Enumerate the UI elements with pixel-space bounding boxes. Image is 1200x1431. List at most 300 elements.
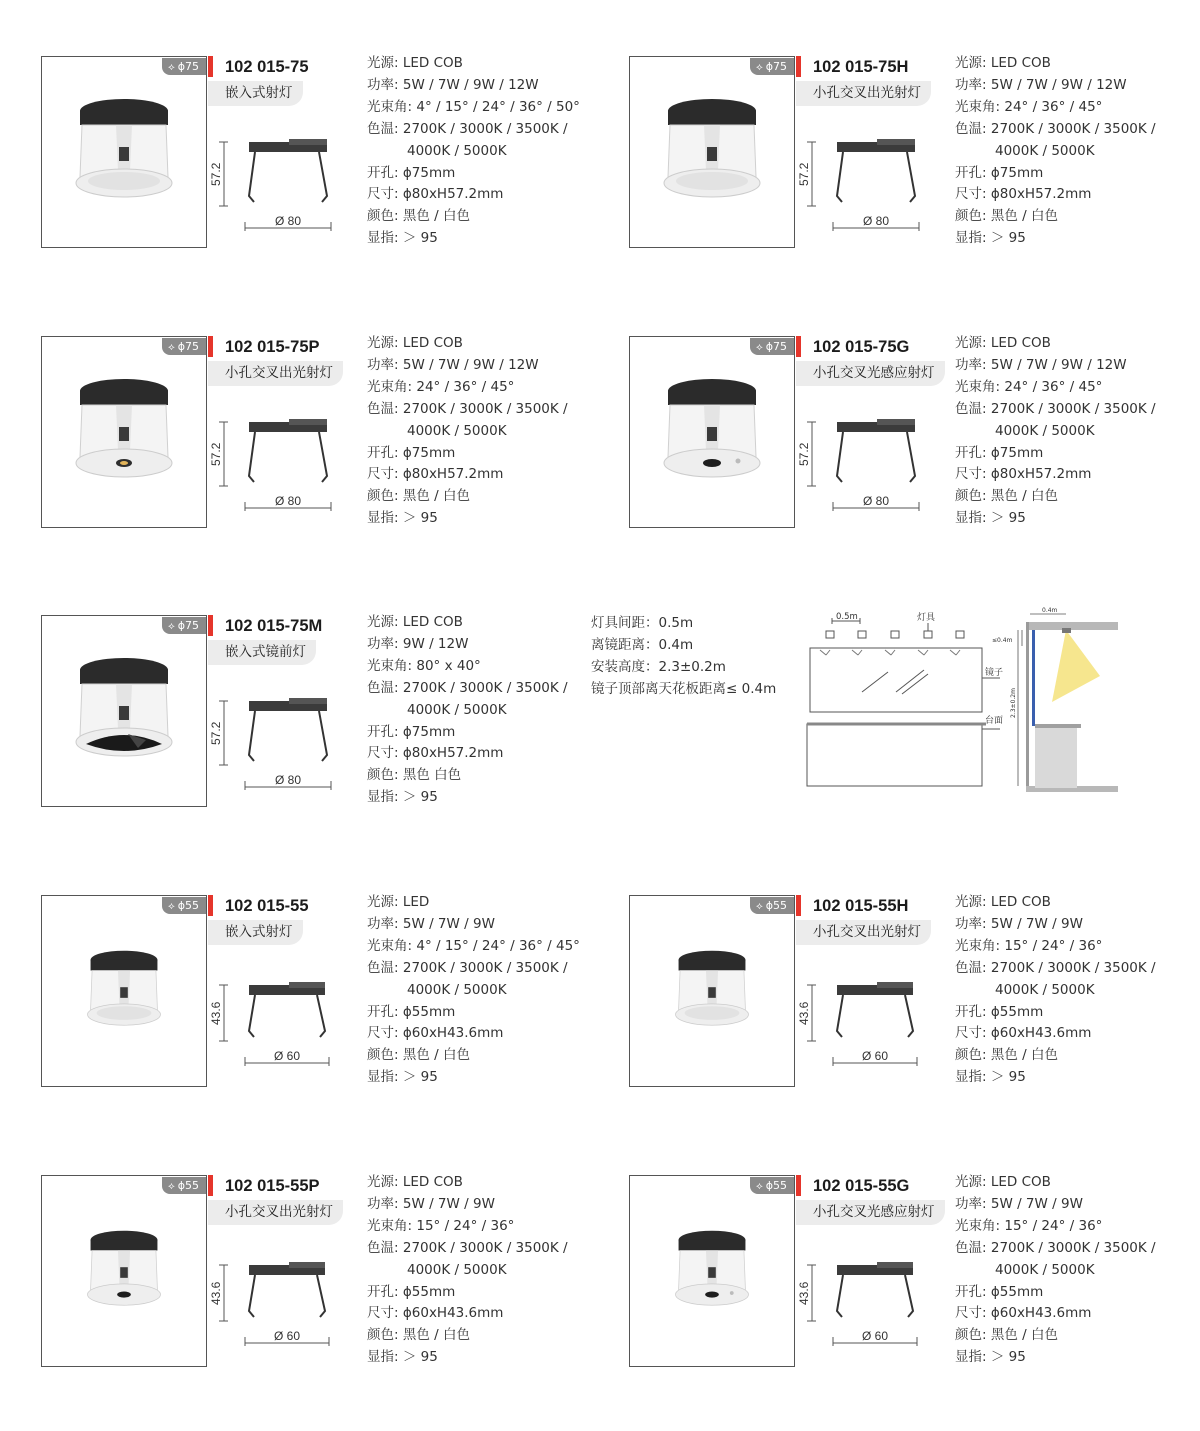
- spec-label: 光束角:: [955, 1217, 1001, 1234]
- lamp-render: [42, 337, 206, 527]
- gap-label: ≤0.4m: [992, 637, 1013, 644]
- spec-value: ＞ 95: [402, 1349, 438, 1366]
- flange-fins: [289, 982, 325, 988]
- spec-label: 显指:: [955, 1349, 987, 1366]
- spec-label: 开孔:: [367, 1003, 399, 1020]
- spec-label: 尺寸:: [367, 466, 399, 483]
- spec-label: 颜色:: [367, 488, 399, 505]
- spec-label: 显指:: [367, 1069, 399, 1086]
- lamp-ring-band: [679, 960, 746, 971]
- spec-label: 尺寸:: [955, 1025, 987, 1042]
- spec-color: [367, 1045, 580, 1067]
- spec-label: 颜色:: [367, 1047, 399, 1064]
- spec-size: [367, 184, 580, 206]
- accent-marker: [208, 1175, 213, 1196]
- lamp-clip-window: [707, 427, 717, 441]
- spec-list: [955, 1172, 1156, 1369]
- spec-cct: [955, 1238, 1156, 1260]
- spec-value: 4000K / 5000K: [995, 1261, 1095, 1278]
- beam-lines: [820, 650, 960, 655]
- spec-value: 5W / 7W / 9W / 12W: [402, 356, 539, 373]
- spec-color: [367, 765, 568, 787]
- spec-label: 色温:: [367, 679, 399, 696]
- diameter-dimension-label: Ø 80: [274, 494, 302, 508]
- mirror-reflection: [862, 672, 888, 692]
- spec-value: ϕ60xH43.6mm: [990, 1305, 1092, 1322]
- spec-label: 功率:: [955, 1195, 987, 1212]
- spec-color: [367, 1325, 568, 1347]
- spec-label: 开孔:: [367, 1283, 399, 1300]
- cutout-size-icon: ⟡: [168, 901, 175, 912]
- spec-label: 颜色:: [955, 208, 987, 225]
- model-number: 102 015-75M: [225, 617, 323, 635]
- spec-power: [955, 355, 1156, 377]
- spec-label: 功率:: [367, 915, 399, 932]
- flange-fins: [877, 139, 915, 145]
- spec-value: 黑色 / 白色: [402, 488, 470, 505]
- spec-label: 尺寸:: [367, 1025, 399, 1042]
- accent-marker: [796, 895, 801, 916]
- lamp-led-glow: [120, 461, 128, 465]
- lamp-render: [630, 1176, 794, 1366]
- spec-beam: [367, 656, 568, 678]
- spec-value: ＞ 95: [402, 230, 438, 247]
- spec-cri: [367, 787, 568, 809]
- spec-value: 2700K / 3000K / 3500K /: [402, 120, 568, 137]
- lamp-ring-band: [668, 391, 756, 405]
- product-photo-frame: [41, 1175, 207, 1367]
- spec-cri: [367, 508, 568, 530]
- spec-label: 开孔:: [955, 164, 987, 181]
- spec-source: [955, 53, 1156, 75]
- lamp-clip-window: [120, 1267, 128, 1278]
- spec-value: ϕ75mm: [990, 164, 1044, 181]
- spec-cct-continued: [955, 421, 1156, 443]
- spec-value: 4000K / 5000K: [995, 142, 1095, 159]
- lamp-ring-band: [679, 1240, 746, 1251]
- lamp-clip-window: [119, 706, 129, 720]
- spec-power: [367, 914, 580, 936]
- offset-label: 0.4m: [1042, 607, 1058, 614]
- spec-power: [955, 914, 1156, 936]
- spec-beam: [367, 1216, 568, 1238]
- spec-value: 4000K / 5000K: [407, 422, 507, 439]
- lamp-render: [42, 896, 206, 1086]
- lamp-body: [76, 99, 172, 197]
- spring-right: [905, 1275, 913, 1317]
- accent-marker: [208, 336, 213, 357]
- spec-beam: [955, 1216, 1156, 1238]
- spec-label: 显指:: [367, 789, 399, 806]
- vanity-cabinet: [1035, 728, 1077, 788]
- spec-label: 颜色:: [955, 488, 987, 505]
- spec-size: [955, 464, 1156, 486]
- spec-label: 开孔:: [367, 444, 399, 461]
- spec-value: 4° / 15° / 24° / 36° / 45°: [416, 937, 580, 954]
- diameter-dimension-label: Ø 80: [862, 494, 890, 508]
- spec-value: LED COB: [990, 1174, 1051, 1190]
- cutout-badge: [162, 617, 206, 634]
- spec-value: ϕ75mm: [402, 723, 456, 740]
- flange-fins: [877, 982, 913, 988]
- spec-label: 色温:: [955, 959, 987, 976]
- ceiling: [1026, 622, 1118, 630]
- spec-value: ϕ55mm: [402, 1003, 456, 1020]
- spec-cri: [367, 228, 580, 250]
- height-dimension-label: 57.2: [797, 162, 811, 186]
- cutout-size-icon: ⟡: [756, 62, 763, 73]
- spec-cutout: [955, 1282, 1156, 1304]
- spec-size: [955, 184, 1156, 206]
- spec-label: 尺寸:: [955, 186, 987, 203]
- spec-value: LED: [402, 894, 430, 910]
- spec-label: 显指:: [955, 1069, 987, 1086]
- spec-label: 光束角:: [367, 378, 413, 395]
- cutout-size-icon: ⟡: [168, 62, 175, 73]
- spec-label: 尺寸:: [955, 466, 987, 483]
- lamp-body: [88, 1231, 161, 1305]
- spec-color: [955, 1045, 1156, 1067]
- lamp-render: [630, 337, 794, 527]
- spec-value: 5W / 7W / 9W: [990, 1195, 1083, 1212]
- lamp-clip-window: [708, 1267, 716, 1278]
- spec-label: 光源:: [367, 55, 399, 71]
- lamp-body: [88, 951, 161, 1025]
- diameter-dimension-label: Ø 60: [273, 1049, 301, 1063]
- spec-label: 颜色:: [367, 208, 399, 225]
- spec-value: ϕ60xH43.6mm: [990, 1025, 1092, 1042]
- height-dimension-label: 43.6: [209, 1281, 223, 1305]
- flange-fins: [289, 1262, 325, 1268]
- dimension-drawing: [209, 420, 366, 520]
- spec-size: [367, 1303, 568, 1325]
- flange-fins: [289, 139, 327, 145]
- spec-value: 4° / 15° / 24° / 36° / 50°: [416, 98, 580, 115]
- spring-right: [317, 1275, 325, 1317]
- spec-value: 2700K / 3000K / 3500K /: [990, 400, 1156, 417]
- dimension-drawing: [797, 1259, 954, 1359]
- product-photo-frame: [629, 56, 795, 248]
- spec-label: 显指:: [367, 510, 399, 527]
- spec-list: [367, 53, 580, 250]
- spec-label: 光束角:: [955, 378, 1001, 395]
- cutout-size-icon: ⟡: [168, 621, 175, 632]
- lamp-render: [630, 57, 794, 247]
- counter-block: [807, 724, 982, 786]
- cutout-badge: [750, 897, 794, 914]
- spec-value: ϕ80xH57.2mm: [990, 186, 1092, 203]
- cutout-badge-label: ϕ55: [177, 1179, 199, 1192]
- cutout-badge: [162, 1177, 206, 1194]
- spec-label: 开孔:: [367, 164, 399, 181]
- product-card-2: [41, 336, 601, 536]
- spec-cct: [955, 119, 1156, 141]
- cutout-size-icon: ⟡: [168, 1181, 175, 1192]
- spec-power: [955, 75, 1156, 97]
- height-dimension-label: 57.2: [209, 162, 223, 186]
- spec-value: 2700K / 3000K / 3500K /: [990, 1239, 1156, 1256]
- fixture-mark: [826, 631, 834, 638]
- fixture-mark: [956, 631, 964, 638]
- spec-label: 尺寸:: [367, 745, 399, 762]
- spec-label: 光源:: [955, 335, 987, 351]
- fixture-mark: [924, 631, 932, 638]
- cutout-size-icon: ⟡: [756, 1181, 763, 1192]
- spec-size: [955, 1023, 1156, 1045]
- product-photo-frame: [629, 895, 795, 1087]
- spec-cct-continued: [367, 421, 568, 443]
- spec-source: [367, 53, 580, 75]
- spec-value: LED COB: [402, 1174, 463, 1190]
- front-view: [807, 618, 1000, 786]
- spec-value: ϕ55mm: [990, 1283, 1044, 1300]
- diameter-dimension-label: Ø 60: [861, 1329, 889, 1343]
- model-number: 102 015-75: [225, 58, 309, 76]
- spec-value: 黑色 / 白色: [990, 488, 1058, 505]
- spec-value: 15° / 24° / 36°: [1004, 937, 1103, 954]
- spec-color: [955, 206, 1156, 228]
- spec-source: [367, 612, 568, 634]
- product-subtitle: 嵌入式镜前灯: [208, 640, 316, 665]
- spec-value: 24° / 36° / 45°: [416, 378, 515, 395]
- spec-cct: [367, 678, 568, 700]
- mirror-label: 镜子: [985, 668, 1004, 678]
- spec-value: 2700K / 3000K / 3500K /: [990, 959, 1156, 976]
- product-subtitle: 小孔交叉出光射灯: [208, 361, 343, 386]
- spec-label: 尺寸:: [955, 1305, 987, 1322]
- spec-value: LED COB: [990, 894, 1051, 910]
- product-subtitle: 小孔交叉光感应射灯: [796, 361, 945, 386]
- spec-label: 光源:: [367, 614, 399, 630]
- spec-value: 24° / 36° / 45°: [1004, 378, 1103, 395]
- spec-label: 尺寸:: [367, 1305, 399, 1322]
- spec-value: 80° x 40°: [416, 657, 481, 674]
- dimension-drawing: [209, 1259, 366, 1359]
- spring-left: [249, 432, 255, 482]
- spec-label: 光束角:: [367, 1217, 413, 1234]
- side-view: [1018, 614, 1118, 792]
- spec-value: ϕ75mm: [402, 444, 456, 461]
- spec-value: 24° / 36° / 45°: [1004, 98, 1103, 115]
- wall: [1026, 622, 1029, 792]
- spec-list: [367, 612, 568, 809]
- spec-value: ＞ 95: [990, 510, 1026, 527]
- product-subtitle: 嵌入式射灯: [208, 920, 303, 945]
- spec-value: 黑色 / 白色: [990, 1327, 1058, 1344]
- model-number: 102 015-75G: [813, 338, 910, 356]
- spec-value: ϕ55mm: [402, 1283, 456, 1300]
- spec-cct: [367, 1238, 568, 1260]
- spec-value: 15° / 24° / 36°: [1004, 1217, 1103, 1234]
- spring-right: [319, 432, 327, 482]
- dimension-drawing: [797, 140, 954, 240]
- note-mirror-distance: 离镜距离：0.4m: [591, 637, 694, 653]
- spec-value: 2700K / 3000K / 3500K /: [990, 120, 1156, 137]
- spec-value: 黑色 / 白色: [990, 1047, 1058, 1064]
- spec-label: 色温:: [955, 1239, 987, 1256]
- spec-value: LED COB: [402, 55, 463, 71]
- diameter-dimension-label: Ø 60: [273, 1329, 301, 1343]
- lamp-bezel-inner: [685, 1006, 740, 1020]
- spec-cri: [367, 1067, 580, 1089]
- lamp-body: [676, 951, 749, 1025]
- lamp-bezel-inner: [88, 172, 160, 190]
- spec-beam: [367, 936, 580, 958]
- spec-cct-continued: [367, 980, 580, 1002]
- cutout-badge: [162, 58, 206, 75]
- spacing-label: 0.5m: [836, 612, 858, 622]
- height-dimension-label: 57.2: [797, 442, 811, 466]
- spec-value: ＞ 95: [990, 1349, 1026, 1366]
- spring-left: [249, 711, 255, 761]
- spring-left: [837, 152, 843, 202]
- spec-value: ϕ80xH57.2mm: [990, 466, 1092, 483]
- product-card-4: [41, 615, 601, 815]
- dimension-drawing: [209, 979, 366, 1079]
- spec-label: 开孔:: [955, 1003, 987, 1020]
- product-photo-frame: [629, 1175, 795, 1367]
- spec-cutout: [367, 443, 568, 465]
- spec-source: [955, 892, 1156, 914]
- spec-label: 光源:: [367, 335, 399, 351]
- spec-value: ＞ 95: [402, 789, 438, 806]
- lamp-render: [630, 896, 794, 1086]
- mirror-panel: [810, 648, 982, 712]
- spec-value: ϕ60xH43.6mm: [402, 1305, 504, 1322]
- accent-marker: [208, 895, 213, 916]
- cutout-badge-label: ϕ75: [765, 340, 787, 353]
- note-spacing: 灯具间距：0.5m: [591, 615, 694, 631]
- spec-label: 显指:: [955, 230, 987, 247]
- spec-value: 5W / 7W / 9W / 12W: [402, 76, 539, 93]
- spec-label: 光源:: [367, 1174, 399, 1190]
- cutout-size-icon: ⟡: [756, 901, 763, 912]
- spring-right: [319, 711, 327, 761]
- spec-cri: [955, 508, 1156, 530]
- product-subtitle: 嵌入式射灯: [208, 81, 303, 106]
- height-dimension-label: 43.6: [797, 1281, 811, 1305]
- diameter-dimension-label: Ø 80: [862, 214, 890, 228]
- mirror-reflection: [896, 670, 924, 692]
- lamp-clip-window: [707, 147, 717, 161]
- spec-label: 功率:: [367, 1195, 399, 1212]
- lamp-render: [42, 57, 206, 247]
- cutout-badge: [750, 1177, 794, 1194]
- lamp-body: [76, 658, 172, 756]
- spec-value: 2700K / 3000K / 3500K /: [402, 400, 568, 417]
- product-card-1: [629, 56, 1189, 256]
- spec-beam: [955, 97, 1156, 119]
- spec-value: ＞ 95: [402, 510, 438, 527]
- spec-cutout: [367, 1282, 568, 1304]
- spec-value: 5W / 7W / 9W: [990, 915, 1083, 932]
- product-card-3: [629, 336, 1189, 536]
- note-install-height: 安装高度：2.3±0.2m: [591, 659, 726, 675]
- dimension-drawing: [209, 699, 366, 799]
- spring-right: [319, 152, 327, 202]
- spec-label: 功率:: [955, 76, 987, 93]
- model-number: 102 015-55H: [813, 897, 909, 915]
- spec-label: 光源:: [955, 1174, 987, 1190]
- dimension-drawing: [797, 979, 954, 1079]
- light-cone: [1052, 630, 1100, 702]
- product-card-0: [41, 56, 601, 256]
- spec-label: 光束角:: [367, 657, 413, 674]
- spec-list: [367, 1172, 568, 1369]
- product-card-5: [41, 895, 601, 1095]
- spec-beam: [367, 377, 568, 399]
- lamp-ring-band: [80, 391, 168, 405]
- product-subtitle: 小孔交叉出光射灯: [208, 1200, 343, 1225]
- spec-value: 5W / 7W / 9W / 12W: [990, 76, 1127, 93]
- spec-size: [367, 1023, 580, 1045]
- height-dimension-label: 43.6: [209, 1001, 223, 1025]
- spec-list: [367, 333, 568, 530]
- lamp-sensor: [730, 1291, 734, 1295]
- spec-power: [367, 1194, 568, 1216]
- spec-size: [955, 1303, 1156, 1325]
- lamp-ring-band: [80, 670, 168, 684]
- fixture-mark: [858, 631, 866, 638]
- spec-value: ϕ55mm: [990, 1003, 1044, 1020]
- spec-label: 显指:: [367, 230, 399, 247]
- spec-label: 功率:: [367, 76, 399, 93]
- cutout-badge-label: ϕ75: [177, 619, 199, 632]
- height-label: 2.3±0.2m: [1010, 688, 1017, 718]
- mirror-install-diagram: [804, 606, 1124, 796]
- cutout-size-icon: ⟡: [168, 342, 175, 353]
- diameter-dimension-label: Ø 80: [274, 214, 302, 228]
- lamp-body: [76, 379, 172, 477]
- spec-cct: [955, 958, 1156, 980]
- product-card-6: [629, 895, 1189, 1095]
- spec-label: 功率:: [367, 635, 399, 652]
- product-subtitle: 小孔交叉出光射灯: [796, 81, 931, 106]
- spec-cct-continued: [955, 1260, 1156, 1282]
- spec-color: [955, 486, 1156, 508]
- lamp-body: [664, 99, 760, 197]
- accent-marker: [796, 336, 801, 357]
- lamp-body: [676, 1231, 749, 1305]
- spec-label: 开孔:: [955, 1283, 987, 1300]
- spec-label: 光束角:: [367, 937, 413, 954]
- spec-value: 2700K / 3000K / 3500K /: [402, 679, 568, 696]
- spec-value: 黑色 / 白色: [990, 208, 1058, 225]
- lamp-bezel-inner: [676, 172, 748, 190]
- spec-cutout: [955, 163, 1156, 185]
- spec-cutout: [367, 1002, 580, 1024]
- lamp-body: [664, 379, 760, 477]
- spec-label: 功率:: [955, 356, 987, 373]
- lamp-clip-window: [119, 427, 129, 441]
- flange-fins: [289, 698, 327, 704]
- product-card-7: [41, 1175, 601, 1375]
- spec-value: ϕ75mm: [402, 164, 456, 181]
- spec-label: 光源:: [955, 894, 987, 910]
- height-dimension-label: 57.2: [209, 442, 223, 466]
- spec-value: 4000K / 5000K: [995, 422, 1095, 439]
- lamp-bezel-inner: [97, 1006, 152, 1020]
- spec-label: 开孔:: [955, 444, 987, 461]
- spec-power: [367, 75, 580, 97]
- product-photo-frame: [41, 895, 207, 1087]
- spring-left: [249, 152, 255, 202]
- spec-value: ϕ75mm: [990, 444, 1044, 461]
- spec-list: [367, 892, 580, 1089]
- spec-value: 黑色 白色: [402, 767, 462, 784]
- lamp-aperture: [705, 1292, 719, 1298]
- spec-cri: [955, 228, 1156, 250]
